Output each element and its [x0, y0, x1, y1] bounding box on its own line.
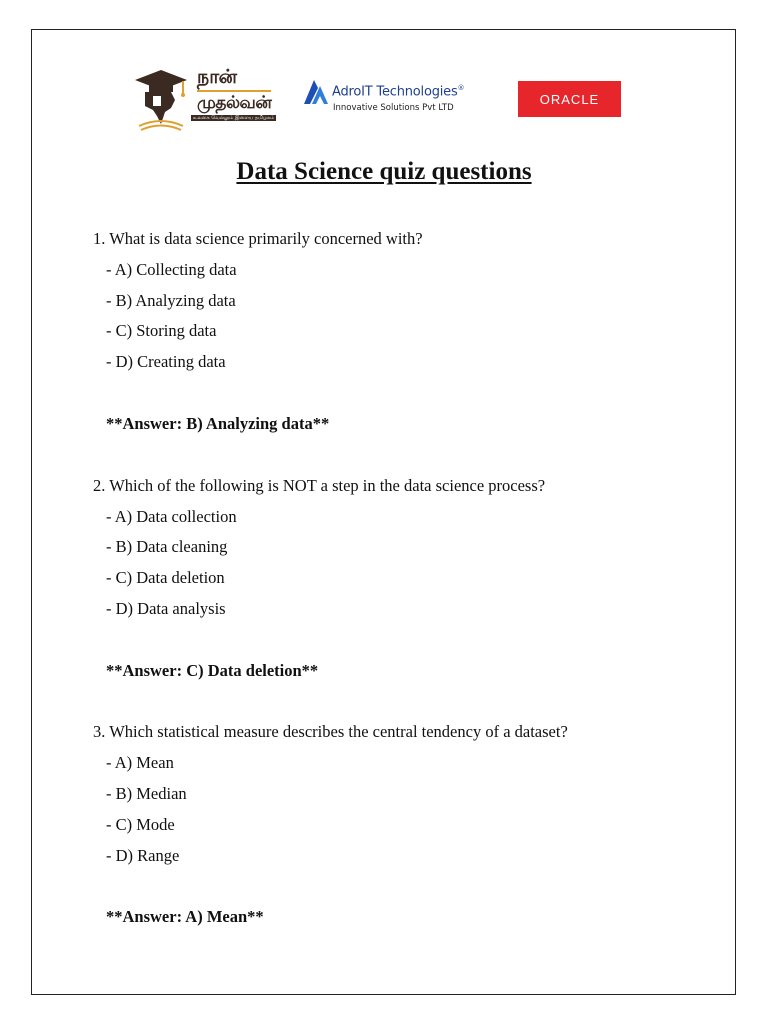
question-3-option-a: - A) Mean [106, 753, 174, 772]
question-2-option-c: - C) Data deletion [106, 568, 225, 587]
adroit-logo [302, 74, 477, 118]
question-2-text: 2. Which of the following is NOT a step in the data science process? [93, 476, 546, 495]
naan-mudhalvan-logo [131, 66, 275, 132]
question-1-option-b: - B) Analyzing data [106, 291, 236, 310]
question-3-answer: **Answer: A) Mean** [106, 907, 264, 926]
question-2-option-b: - B) Data cleaning [106, 537, 228, 556]
question-1-option-c: - C) Storing data [106, 321, 217, 340]
document-title: Data Science quiz questions [236, 158, 532, 185]
question-3-text: 3. Which statistical measure describes the central tendency of a dataset? [93, 722, 568, 741]
question-3-option-c: - C) Mode [106, 815, 175, 834]
question-2-answer: **Answer: C) Data deletion** [106, 661, 319, 680]
graduation-cap-icon [131, 66, 195, 132]
question-2-option-d: - D) Data analysis [106, 599, 226, 618]
question-1-option-d: - D) Creating data [106, 352, 226, 371]
oracle-label: ORACLE [539, 91, 600, 107]
question-2-option-a: - A) Data collection [106, 507, 237, 526]
question-3-option-b: - B) Median [106, 784, 187, 803]
adroit-name [332, 84, 464, 99]
question-1-option-a: - A) Collecting data [106, 260, 237, 279]
adroit-registered-mark: ® [457, 84, 465, 92]
question-1-text: 1. What is data science primarily concerned with? [93, 229, 423, 248]
naan-mudhalvan-tagline: உலகை வெல்லும் இளைய தமிழகம் [193, 115, 275, 121]
naan-mudhalvan-line1: நான் [197, 66, 237, 88]
oracle-logo [518, 81, 621, 117]
question-3-option-d: - D) Range [106, 846, 180, 865]
adroit-subtitle: Innovative Solutions Pvt LTD [333, 103, 454, 113]
adroit-mark-icon [302, 76, 330, 106]
logo-strip [95, 50, 665, 158]
naan-mudhalvan-line2: முதல்வன் [197, 90, 271, 115]
question-1-answer: **Answer: B) Analyzing data** [106, 414, 330, 433]
adroit-name-text: AdroIT Technologies [332, 84, 458, 100]
